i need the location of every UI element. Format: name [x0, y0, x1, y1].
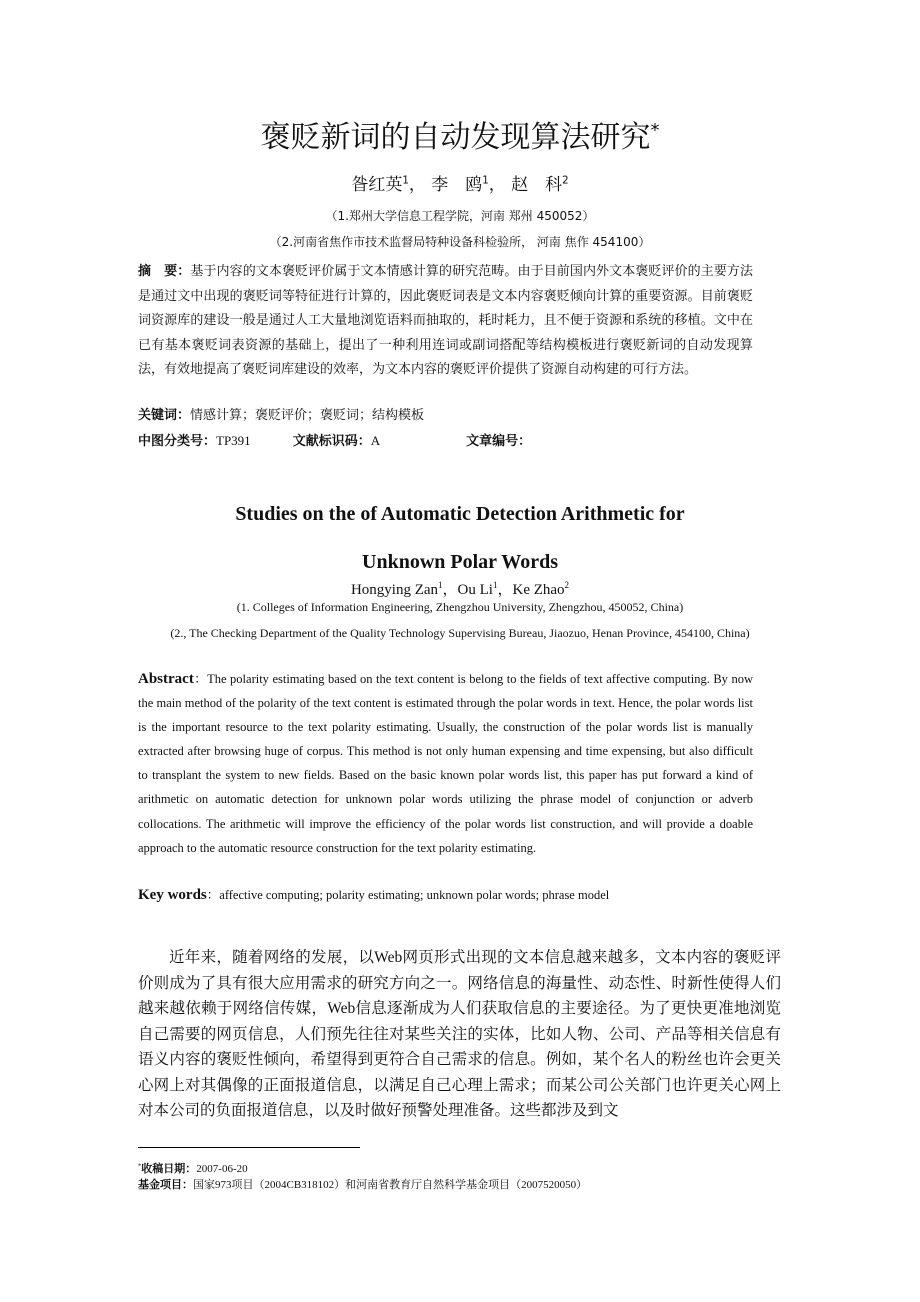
author-affiliation-mark: 1 [402, 175, 409, 187]
author-separator: ， [442, 582, 458, 598]
footnote-divider [138, 1147, 360, 1148]
abstract-colon: ： [193, 672, 208, 686]
chinese-authors [0, 170, 920, 195]
keywords-text: affective computing; polarity estimating; unknown polar words; phrase model [219, 888, 610, 902]
clc-label: 中图分类号： [138, 434, 217, 449]
author-affiliation-mark: 2 [562, 175, 569, 187]
footnote-funding [138, 1176, 753, 1192]
author-name: Ou Li [457, 582, 493, 598]
english-abstract [138, 667, 753, 860]
author-name: Hongying Zan [350, 582, 439, 598]
author-affiliation-mark: 2 [564, 580, 570, 590]
author-name: 赵 科 [511, 175, 563, 195]
title-footnote-mark: * [650, 120, 660, 141]
funding-label: 基金项目： [138, 1178, 193, 1191]
author-affiliation-mark: 1 [438, 580, 443, 590]
keywords-label: Key words [138, 887, 207, 903]
chinese-affiliation-1: （1.郑州大学信息工程学院，河南 郑州 450052） [325, 209, 595, 223]
english-authors [0, 578, 920, 599]
english-keywords [138, 885, 753, 904]
chinese-title [0, 112, 920, 156]
author-separator: ， [497, 582, 513, 598]
keywords-colon: ： [206, 888, 220, 902]
funding-value: 国家973项目（2004CB318102）和河南省教育厅自然科学基金项目（2007520050） [193, 1179, 588, 1191]
english-affiliation-2: (2., The Checking Department of the Quality Technology Supervising Bureau, Jiaozuo, Henan Province, 454100, China) [170, 626, 750, 640]
english-affiliation-1: (1. Colleges of Information Engineering, Zhengzhou University, Zhengzhou, 450052, China) [236, 600, 684, 614]
english-title-line-2: Unknown Polar Words [362, 551, 558, 573]
author-affiliation-mark: 1 [482, 175, 489, 187]
keywords-label: 关键词： [138, 408, 191, 423]
chinese-abstract [138, 259, 753, 381]
abstract-text: The polarity estimating based on the text content is belong to the fields of text affective computing. By now the main method of the polarity of the text content is estimated through the polar words in text. Hence, the polar words list is the important resource to the text polarity estimating. Usually, the construction of the polar words list is manually extracted after browsing huge of corpus. This method is not only human expensing and time expensing, but also difficult to transplant the system to new fields. Based on the basic known polar words list, this paper has put forward a kind of arithmetic on automatic detection for unknown polar words utilizing the phrase model of conjunction or adverb collocations. The arithmetic will improve the efficiency of the polar words list construction, and will provide a doable approach to the automatic resource construction for the text polarity estimating. [138, 672, 753, 855]
classification-line [138, 430, 753, 449]
received-label: 收稿日期： [141, 1162, 197, 1175]
chinese-keywords [138, 404, 753, 423]
english-title-line-1: Studies on the of Automatic Detection Arithmetic for [235, 503, 685, 525]
author-separator: ， [408, 175, 426, 195]
chinese-affiliation-2: （2.河南省焦作市技术监督局特种设备科检验所， 河南 焦作 454100） [269, 235, 651, 249]
abstract-text: 基于内容的文本褒贬评价属于文本情感计算的研究范畴。由于目前国内外文本褒贬评价的主要方法是通过文中出现的褒贬词等特征进行计算的，因此褒贬词表是文本内容褒贬倾向计算的重要资源。目前褒贬词资源库的建设一般是通过人工大量地浏览语料而抽取的，耗时耗力，且不便于资源和系统的移植。文中在已有基本褒贬词表资源的基础上，提出了一种利用连词或副词搭配等结构模板进行褒贬新词的自动发现算法，有效地提高了褒贬词库建设的效率，为文本内容的褒贬评价提供了资源自动构建的可行方法。 [138, 263, 753, 376]
received-value: 2007-06-20 [196, 1163, 248, 1175]
chinese-title-text: 褒贬新词的自动发现算法研究 [260, 120, 651, 155]
article-number-label: 文章编号： [466, 434, 532, 449]
english-title [0, 490, 920, 586]
author-name: 昝红英 [351, 175, 403, 195]
footnote-mark: * [138, 1162, 142, 1170]
clc-value: TP391 [216, 433, 251, 448]
introduction-paragraph: 近年来，随着网络的发展，以Web网页形式出现的文本信息越来越多，文本内容的褒贬评价则成为了具有很大应用需求的研究方向之一。网络信息的海量性、动态性、时新性使得人们越来越依赖于网络信传媒，Web信息逐渐成为人们获取信息的主要途径。为了更快更准地浏览自己需要的网页信息，人们预先往往对某些关注的实体，比如人物、公司、产品等相关信息有语义内容的褒贬性倾向，希望得到更符合自己需求的信息。例如，某个名人的粉丝也许会更关心网上对其偶像的正面报道信息，以满足自己心理上需求；而某公司公关部门也许更关心网上对本公司的负面报道信息，以及时做好预警处理准备。这些都涉及到文 [138, 949, 781, 1119]
doc-code-value: A [370, 433, 381, 448]
author-name: Ke Zhao [512, 582, 565, 598]
doc-code-label: 文献标识码： [292, 434, 371, 449]
keywords-text: 情感计算；褒贬评价；褒贬词；结构模板 [190, 407, 425, 422]
footnote-received-date [138, 1160, 753, 1176]
abstract-label: 摘 要： [138, 264, 191, 279]
author-name: 李 鸥 [431, 175, 483, 195]
author-affiliation-mark: 1 [492, 580, 498, 590]
author-separator: ， [488, 175, 506, 195]
abstract-label: Abstract [138, 671, 194, 687]
